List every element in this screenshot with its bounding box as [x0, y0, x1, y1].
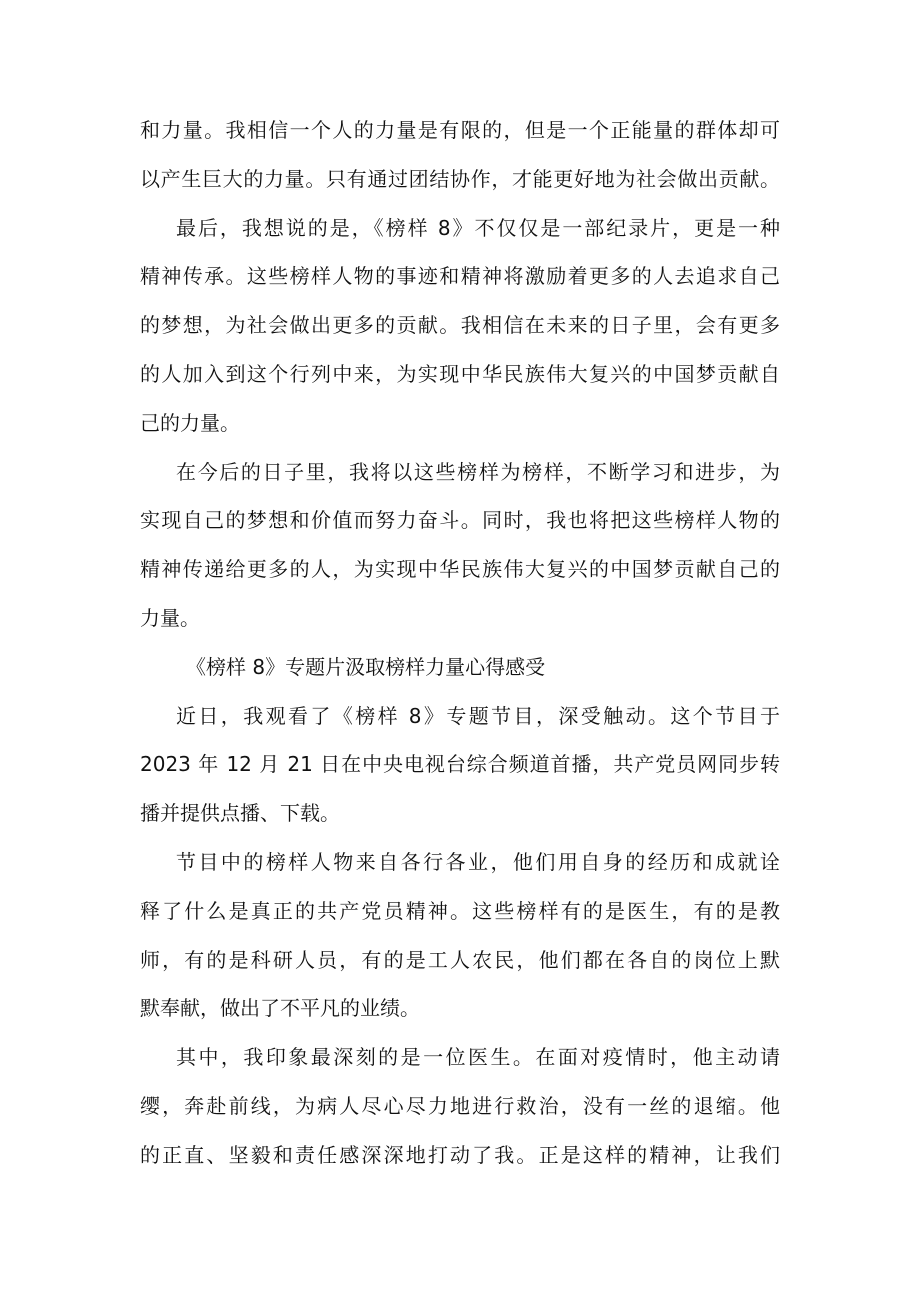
- text-line: 默奉献，做出了不平凡的业绩。: [140, 996, 420, 1021]
- text-line: 精神传承。这些榜样人物的事迹和精神将激励着更多的人去追求自己: [140, 264, 780, 289]
- paragraph-start-line: 最后，我想说的是，《榜样 8》不仅仅是一部纪录片，更是一种: [176, 215, 780, 240]
- document-body: [140, 106, 780, 1180]
- text-line: 的正直、坚毅和责任感深深地打动了我。正是这样的精神，让我们: [140, 1142, 780, 1167]
- text-line: 己的力量。: [140, 410, 240, 435]
- paragraph-start-line: 在今后的日子里，我将以这些榜样为榜样，不断学习和进步，为: [176, 459, 780, 484]
- text-line: 实现自己的梦想和价值而努力奋斗。同时，我也将把这些榜样人物的: [140, 508, 780, 533]
- paragraph-start-line: 近日，我观看了《榜样 8》专题节目，深受触动。这个节目于: [176, 703, 780, 728]
- paragraph-start-line: 其中，我印象最深刻的是一位医生。在面对疫情时，他主动请: [176, 1045, 780, 1070]
- text-line: 缨，奔赴前线，为病人尽心尽力地进行救治，没有一丝的退缩。他: [140, 1093, 780, 1118]
- text-line: 力量。: [140, 605, 200, 630]
- text-line: 2023 年 12 月 21 日在中央电视台综合频道首播，共产党员网同步转: [140, 752, 780, 777]
- paragraph-start-line: 节目中的榜样人物来自各行各业，他们用自身的经历和成就诠: [176, 849, 780, 874]
- text-line: 和力量。我相信一个人的力量是有限的，但是一个正能量的群体却可: [140, 118, 780, 142]
- text-line: 精神传递给更多的人，为实现中华民族伟大复兴的中国梦贡献自己的: [140, 557, 780, 582]
- text-line: 的人加入到这个行列中来，为实现中华民族伟大复兴的中国梦贡献自: [140, 361, 780, 386]
- text-line: 释了什么是真正的共产党员精神。这些榜样有的是医生，有的是教: [140, 898, 780, 923]
- section-title: 《榜样 8》专题片汲取榜样力量心得感受: [186, 654, 546, 679]
- text-line: 以产生巨大的力量。只有通过团结协作，才能更好地为社会做出贡献。: [140, 166, 780, 191]
- text-line: 的梦想，为社会做出更多的贡献。我相信在未来的日子里，会有更多: [140, 313, 780, 338]
- text-line: 师，有的是科研人员，有的是工人农民，他们都在各自的岗位上默: [140, 947, 780, 972]
- text-line: 播并提供点播、下载。: [140, 801, 340, 826]
